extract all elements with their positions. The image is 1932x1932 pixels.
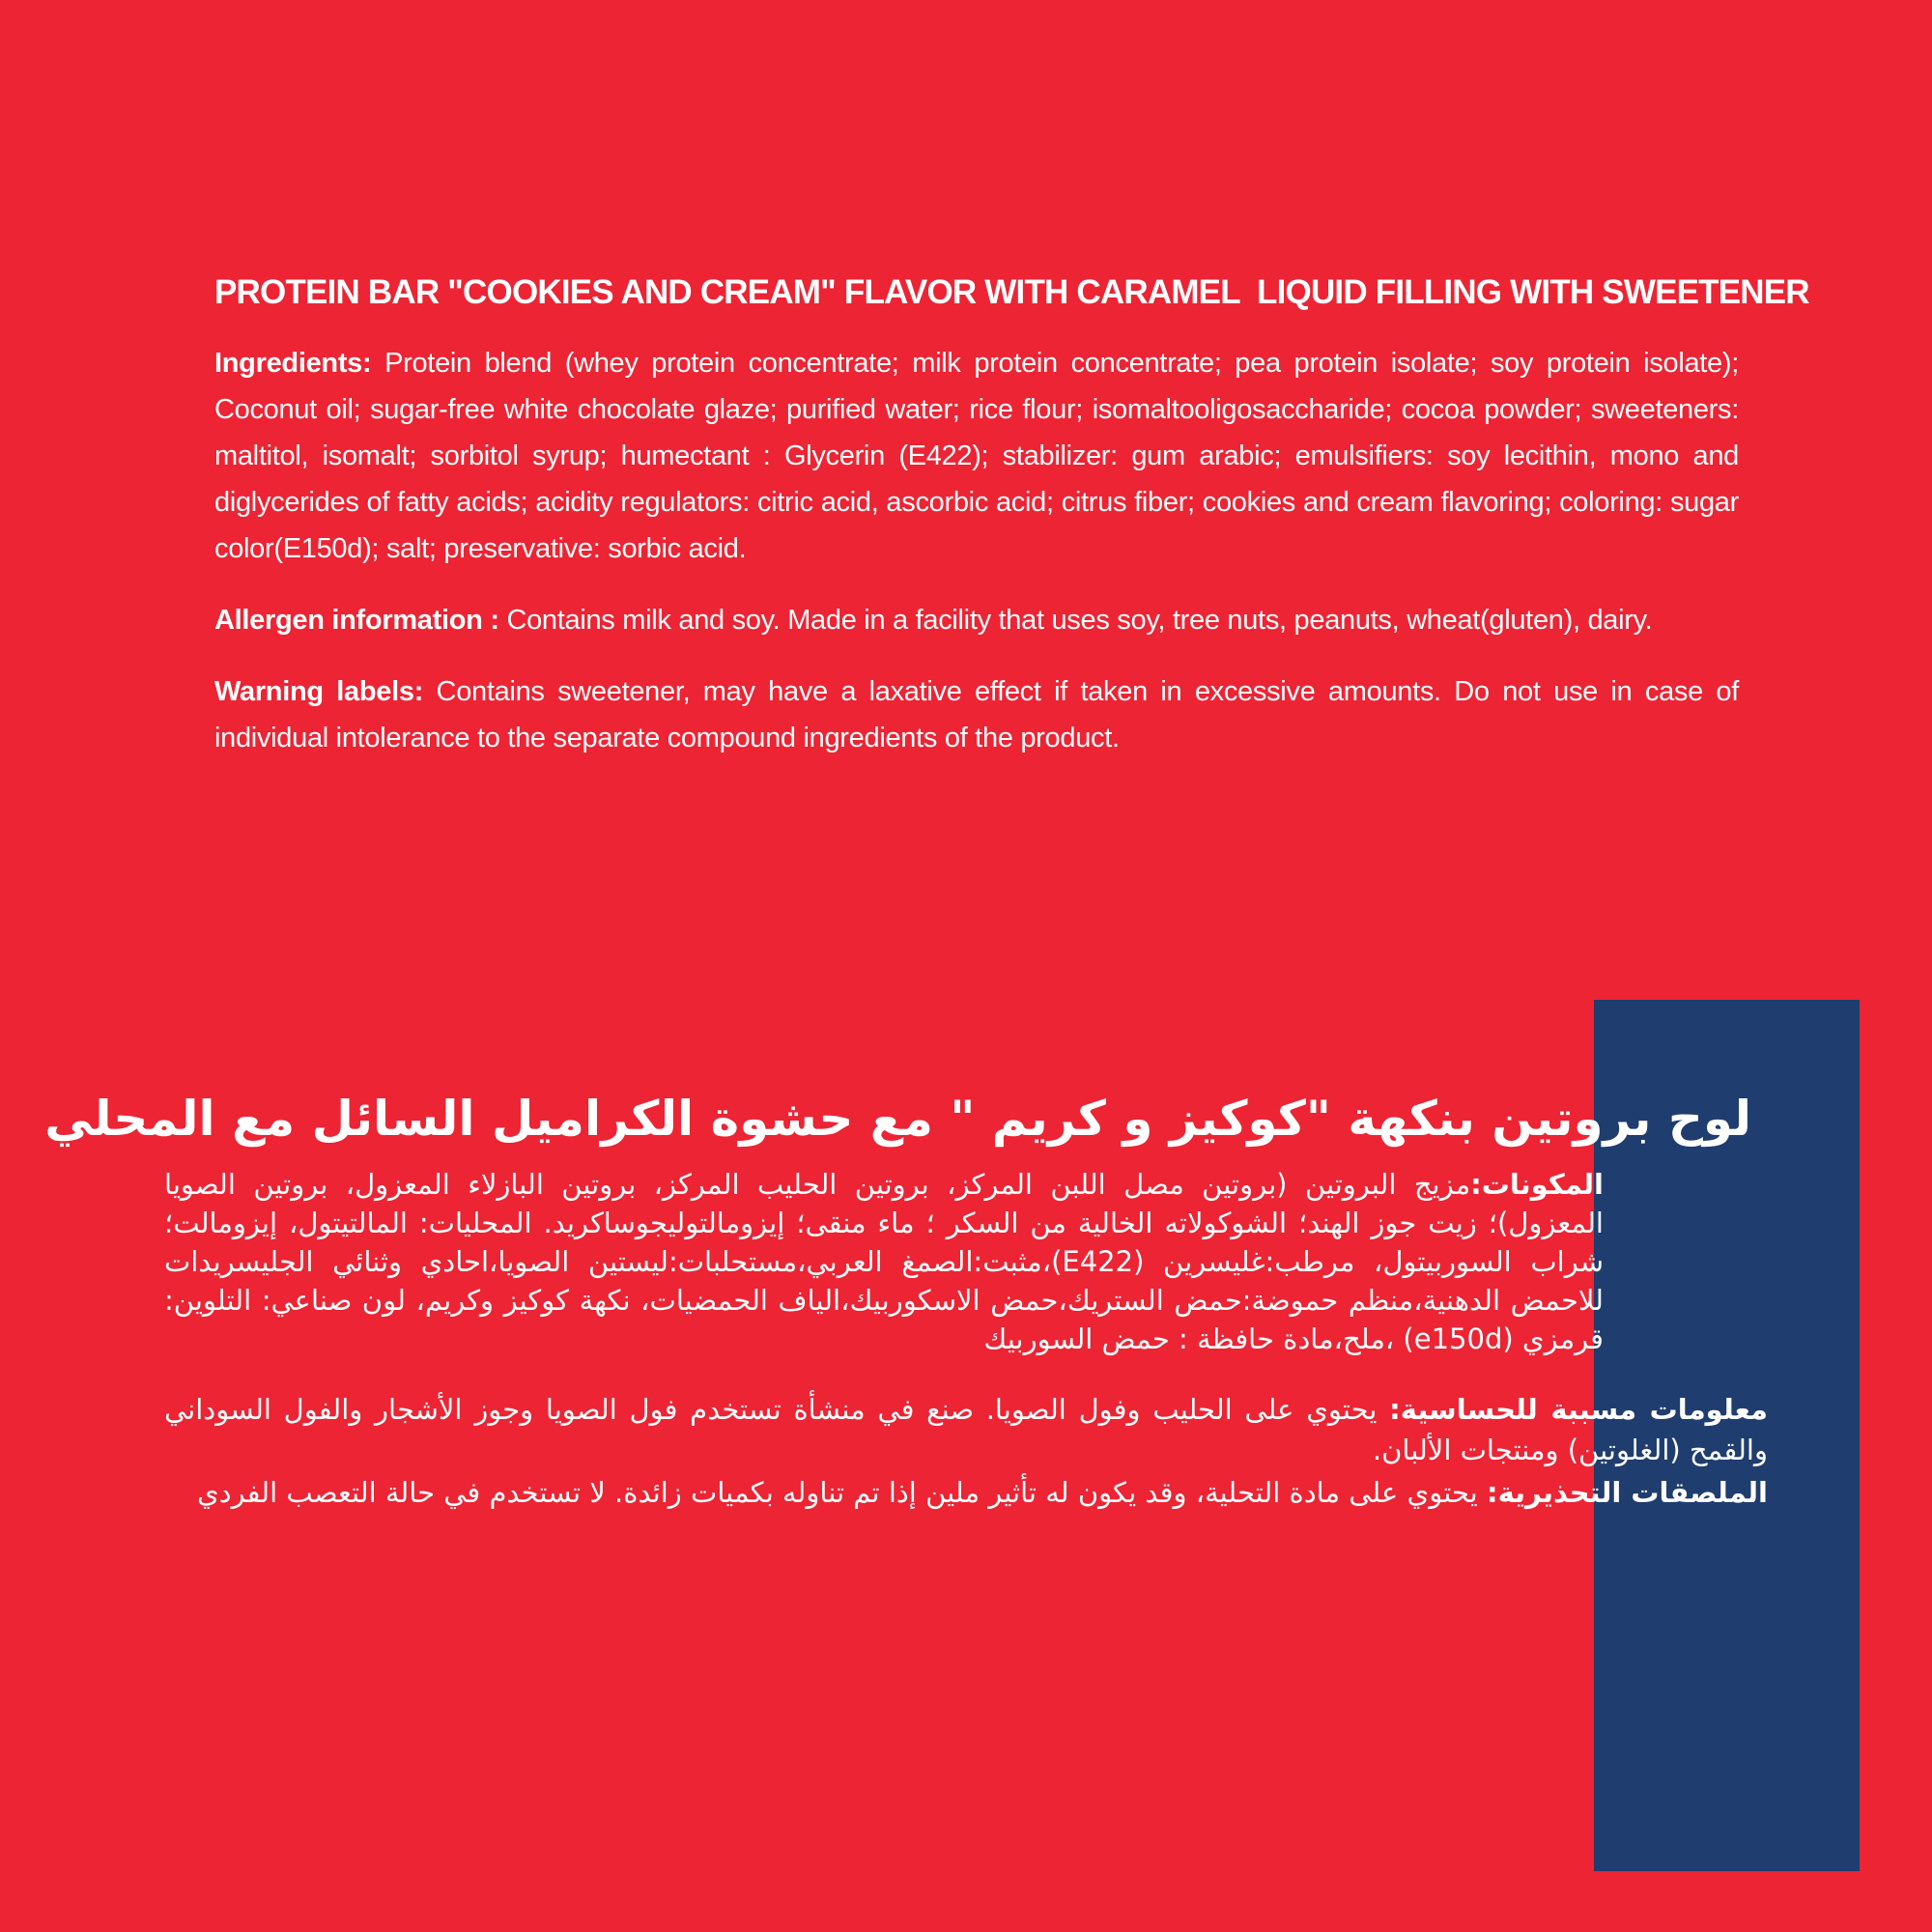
- allergen-text-english: Contains milk and soy. Made in a facility that uses soy, tree nuts, peanuts, wheat(gluten), dairy.: [506, 605, 1653, 636]
- english-section: [214, 270, 1809, 761]
- allergen-text-arabic: يحتوي على الحليب وفول الصويا. صنع في منشأة تستخدم فول الصويا وجوز الأشجار والفول السوداني والقمح (الغلوتين) ومنتجات الألبان.: [164, 1393, 1768, 1466]
- ingredients-text-english: Protein blend (whey protein concentrate; milk protein concentrate; pea protein isolate; soy protein isolate); Coconut oil; sugar-free white chocolate glaze; purified water; rice flour; isomaltooligosaccharide; cocoa powder; sweeteners: maltitol, isomalt; sorbitol syrup; humectant : Glycerin (E422); stabilizer: gum arabic; emulsifiers: soy lecithin, mono and diglycerides of fatty acids; acidity regulators: citric acid, ascorbic acid; citrus fiber; cookies and cream flavoring; coloring: sugar color(E150d); salt; preservative: sorbic acid.: [214, 348, 1740, 564]
- allergen-label-arabic: معلومات مسببة للحساسية:: [1389, 1393, 1768, 1426]
- ingredients-label-english: Ingredients:: [214, 348, 372, 379]
- allergen-paragraph-arabic: [164, 1389, 1768, 1470]
- ingredients-text-arabic: مزيج البروتين (بروتين مصل اللبن المركز، بروتين الحليب المركز، بروتين البازلاء المعزول، بروتين الصويا المعزول)؛ زيت جوز الهند؛ الشوكولاته الخالية من السكر ؛ ماء منقى؛ إيزومالتوليجوساكريد. المحليات: المالتيتول، إيزومالت؛ شراب السوربيتول، مرطب:غليسرين (E422)،مثبت:الصمغ العربي،مستحلبات:ليستين الصويا،احادي وثنائي الجليسريدات للاحمض الدهنية،منظم حموضة:حمض الستريك،حمض الاسكوربيك،الياف الحمضيات، نكهة كوكيز وكريم، لون صناعي: التلوين: قرمزي (e150d) ،ملح،مادة حافظة : حمض السوربيك: [164, 1168, 1604, 1355]
- product-title-english: PROTEIN BAR "COOKIES AND CREAM" FLAVOR WITH CARAMEL LIQUID FILLING WITH SWEETENER: [214, 273, 1809, 311]
- warning-paragraph-arabic: [164, 1472, 1768, 1513]
- allergen-paragraph-english: [214, 597, 1739, 643]
- ingredients-paragraph-arabic: [164, 1165, 1604, 1358]
- warning-text-arabic: يحتوي على مادة التحلية، وقد يكون له تأثير ملين إذا تم تناوله بكميات زائدة. لا تستخدم في حالة التعصب الفردي: [196, 1476, 1478, 1509]
- ingredients-label-arabic: المكونات:: [1470, 1168, 1604, 1201]
- warning-paragraph-english: [214, 668, 1739, 761]
- product-title-arabic: لوح بروتين بنكهة "كوكيز و كريم " مع حشوة الكراميل السائل مع المحلي: [44, 1091, 1751, 1147]
- warning-label-arabic: الملصقات التحذيرية:: [1486, 1476, 1768, 1509]
- ingredients-paragraph-english: [214, 340, 1739, 572]
- warning-text-english: Contains sweetener, may have a laxative effect if taken in excessive amounts. Do not use in case of individual intolerance to the separate compound ingredients of the product.: [214, 676, 1739, 753]
- warning-label-english: Warning labels:: [214, 676, 424, 707]
- allergen-label-english: Allergen information :: [214, 605, 499, 636]
